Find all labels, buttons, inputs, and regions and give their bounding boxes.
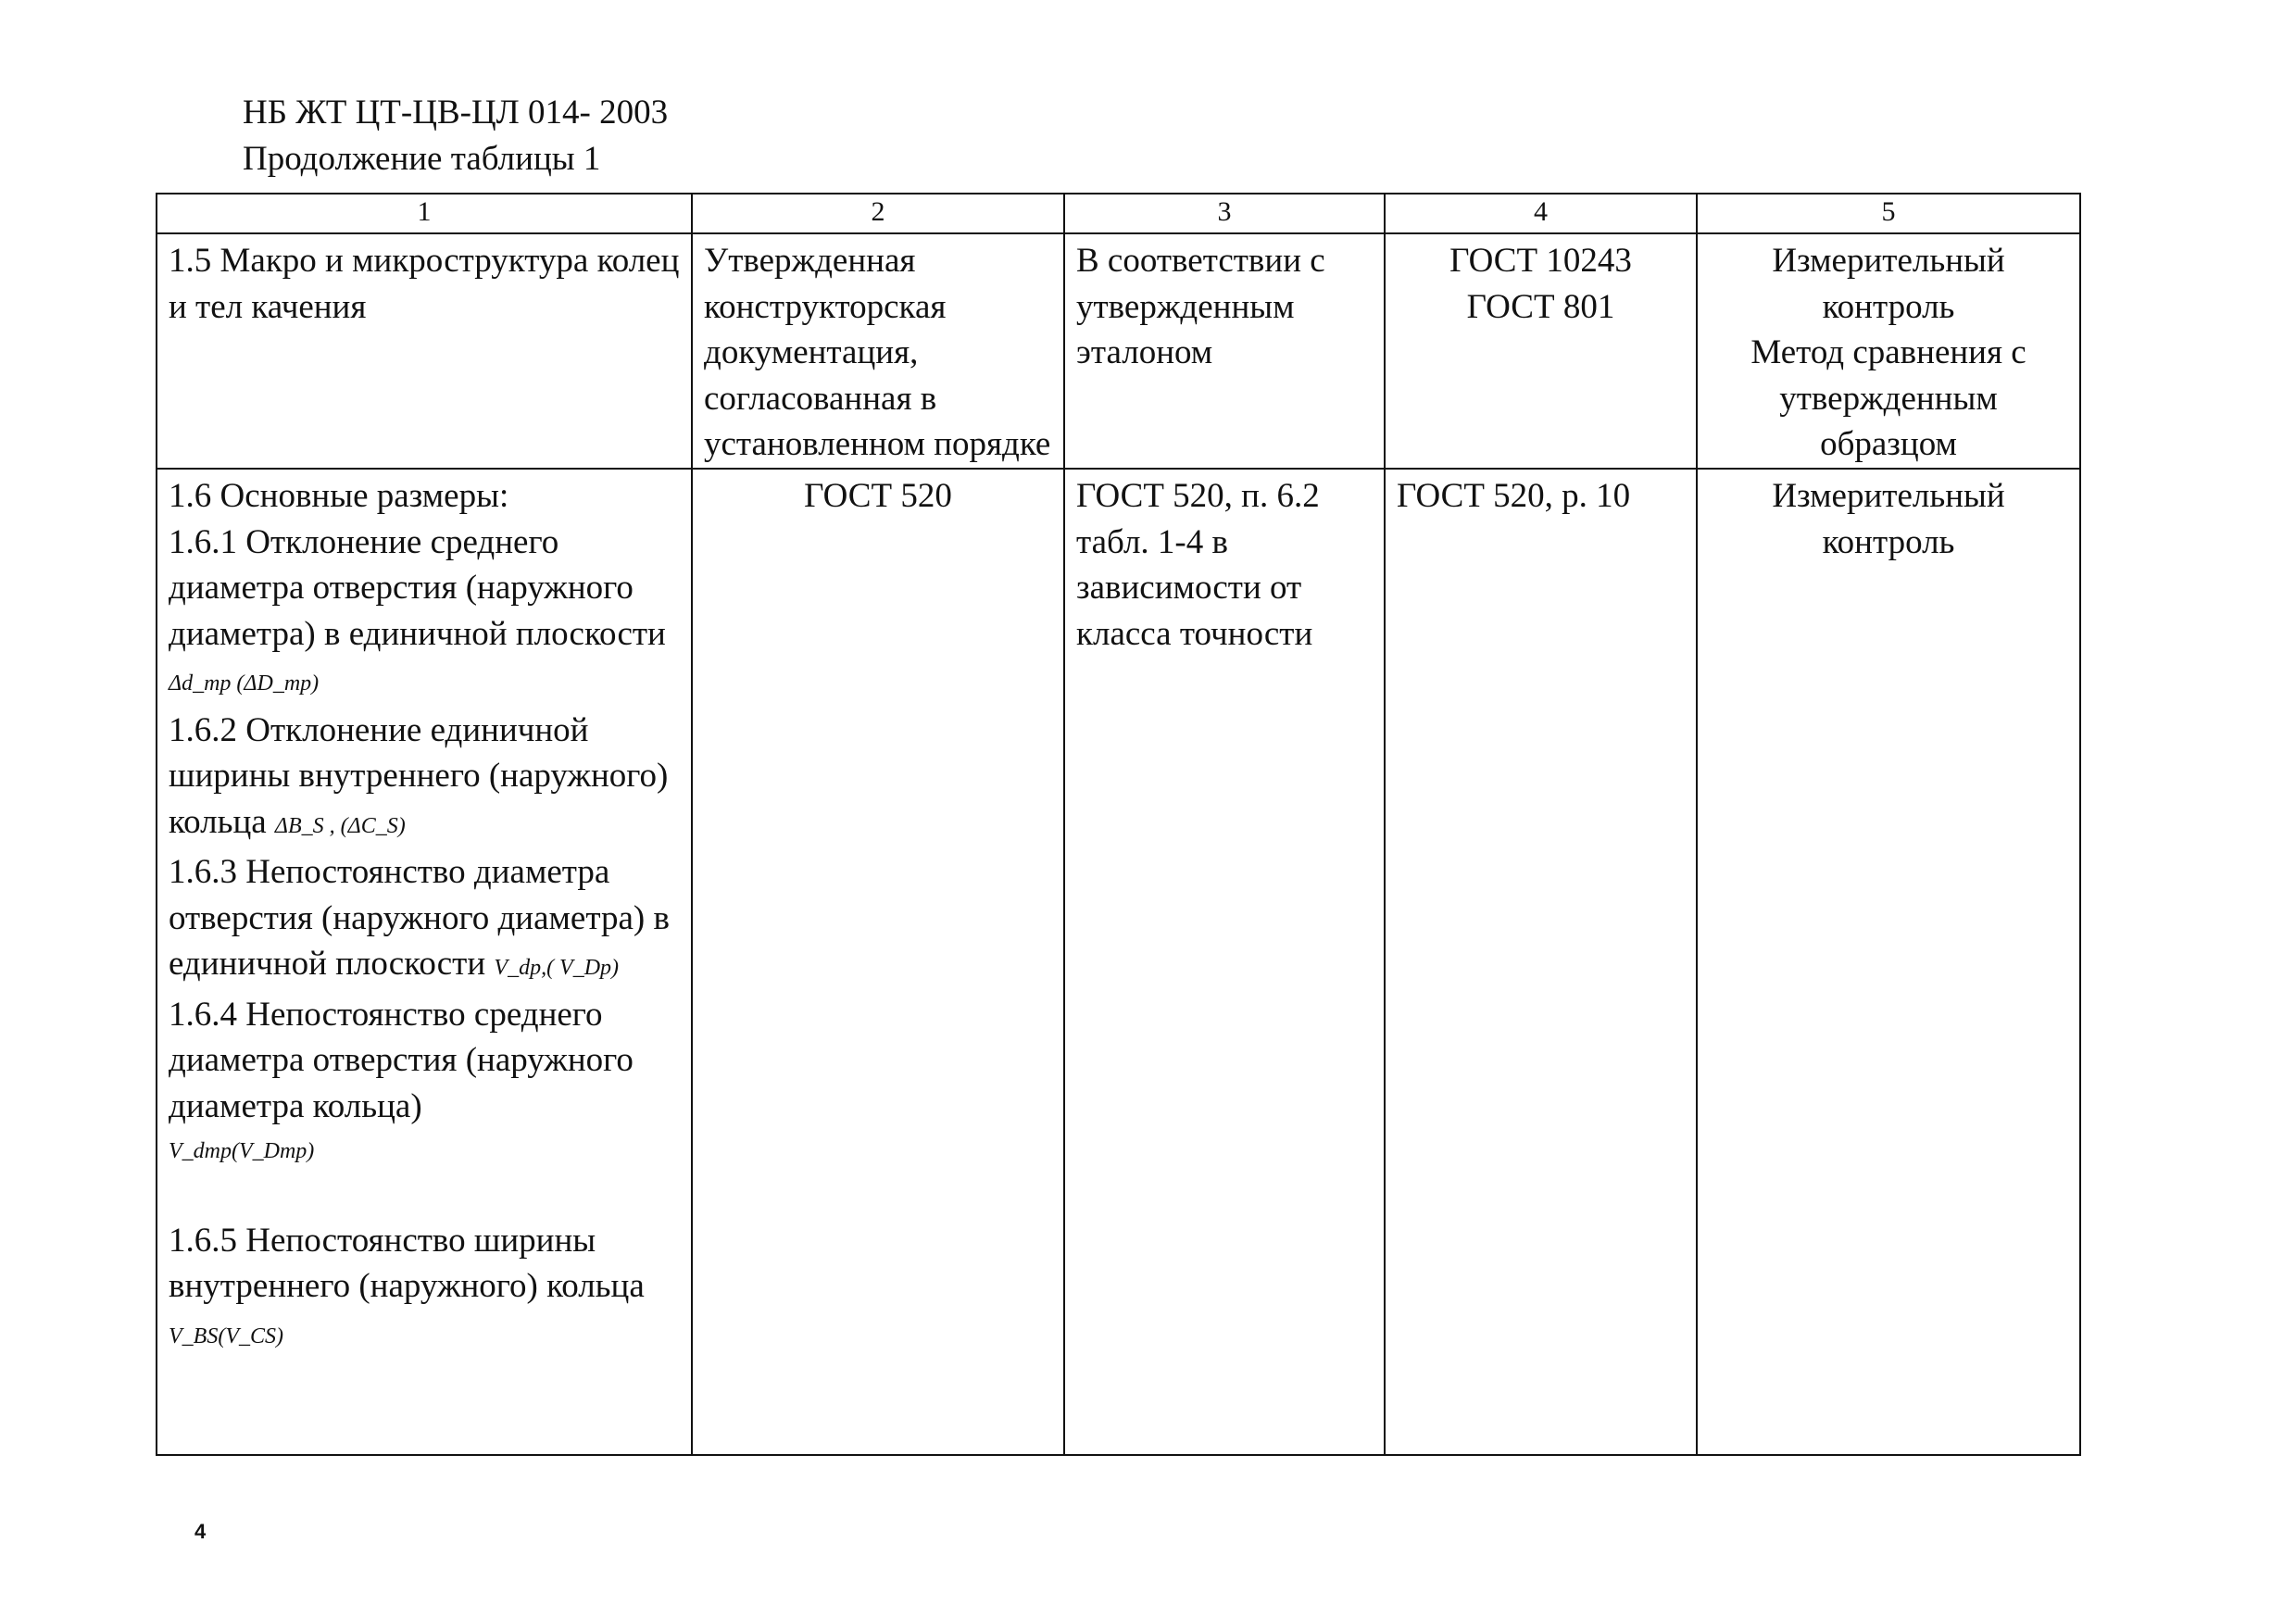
table-row	[157, 469, 2080, 1455]
row-1-5-parameter: 1.5 Макро и микроструктура колец и тел качения	[157, 233, 692, 469]
item-1-6-2: 1.6.2 Отклонение единичной ширины внутреннего (наружного) кольца ΔB_S , (ΔC_S)	[169, 710, 669, 841]
symbol-text: V_dmp(V_Dmp)	[169, 1139, 315, 1163]
row-1-5-control-type	[1697, 233, 2080, 469]
section-title: 1.6 Основные размеры:	[169, 477, 509, 515]
control-line: Измерительный контроль	[1772, 242, 2005, 326]
row-1-6-method-standard: ГОСТ 520, р. 10	[1385, 469, 1697, 1455]
control-line: Метод сравнения с утвержденным образцом	[1750, 333, 2026, 463]
symbol-text: V_BS(V_CS)	[169, 1323, 283, 1348]
row-1-6-norm: ГОСТ 520, п. 6.2 табл. 1-4 в зависимости от класса точности	[1064, 469, 1385, 1455]
item-1-6-3: 1.6.3 Непостоянство диаметра отверстия (наружного диаметра) в единичной плоскости V_dp,( V_Dp)	[169, 853, 670, 983]
row-1-5-norm: В соответствии с утвержденным эталоном	[1064, 233, 1385, 469]
page-number: 4	[194, 1520, 207, 1543]
column-number: 4	[1385, 194, 1697, 233]
standard-line: ГОСТ 10243	[1449, 242, 1632, 280]
column-number-row	[157, 194, 2080, 233]
symbol-text: V_dp,( V_Dp)	[494, 956, 620, 980]
symbol-text: ΔB_S , (ΔC_S)	[274, 813, 406, 838]
row-1-6-control-type: Измерительный контроль	[1697, 469, 2080, 1455]
column-number: 2	[692, 194, 1064, 233]
symbol-text: Δd_mp (ΔD_mp)	[169, 671, 320, 696]
item-1-6-5: 1.6.5 Непостоянство ширины внутреннего (наружного) кольца V_BS(V_CS)	[169, 1221, 645, 1348]
document-code: НБ ЖТ ЦТ-ЦВ-ЦЛ 014- 2003	[243, 94, 669, 132]
table-row	[157, 233, 2080, 469]
item-1-6-4: 1.6.4 Непостоянство среднего диаметра отверстия (наружного диаметра кольца) V_dmp(V_Dmp)	[169, 992, 680, 1175]
row-1-6-requirement-doc: ГОСТ 520	[692, 469, 1064, 1455]
table-continuation-caption: Продолжение таблицы 1	[243, 140, 601, 178]
row-1-5-requirement-doc: Утвержденная конструкторская документация, согласованная в установленном порядке	[692, 233, 1064, 469]
row-1-6-parameters	[157, 469, 692, 1455]
row-1-5-method-standard	[1385, 233, 1697, 469]
item-1-6-1: 1.6.1 Отклонение среднего диаметра отверстия (наружного диаметра) в единичной плоскости Δd_mp (ΔD_mp)	[169, 522, 666, 696]
requirements-table	[156, 193, 2081, 1456]
spacer	[169, 1175, 680, 1218]
standard-line: ГОСТ 801	[1466, 287, 1615, 326]
column-number: 1	[157, 194, 692, 233]
column-number: 5	[1697, 194, 2080, 233]
column-number: 3	[1064, 194, 1385, 233]
